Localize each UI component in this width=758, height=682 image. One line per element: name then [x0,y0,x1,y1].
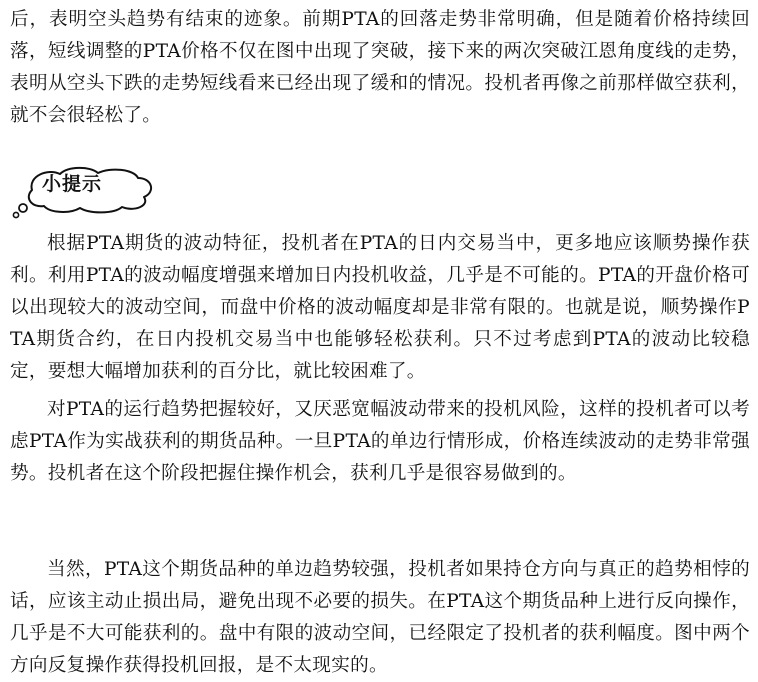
paragraph-pta-stop-loss: 当然，PTA这个期货品种的单边趋势较强，投机者如果持仓方向与真正的趋势相悖的话，应该主动止损出局，避免出现不必要的损失。在PTA这个期货品种上进行反向操作，几乎是不大可能获利的。盘中有限的波动空间，已经限定了投机者的获利幅度。图中两个方向反复操作获得投机回报，是不太现实的。 [10,559,750,676]
paragraph-pta-trend-ending: 后，表明空头趋势有结束的迹象。前期PTA的回落走势非常明确，但是随着价格持续回落，短线调整的PTA价格不仅在图中出现了突破，接下来的两次突破江恩角度线的走势，表明从空头下跌的走势短线看来已经出现了缓和的情况。投机者再像之前那样做空获利，就不会很轻松了。 [10,9,750,126]
paragraph-pta-suitable-traders: 对PTA的运行趋势把握较好，又厌恶宽幅波动带来的投机风险，这样的投机者可以考虑PTA作为实战获利的期货品种。一旦PTA的单边行情形成，价格连续波动的走势非常强势。投机者在这个阶段把握住操作机会，获利几乎是很容易做到的。 [10,399,750,484]
tip-callout [10,164,160,220]
paragraph-pta-volatility-features: 根据PTA期货的波动特征，投机者在PTA的日内交易当中，更多地应该顺势操作获利。利用PTA的波动幅度增强来增加日内投机收益，几乎是不可能的。PTA的开盘价格可以出现较大的波动空间，而盘中价格的波动幅度却是非常有限的。也就是说，顺势操作PTA期货合约，在日内投机交易当中也能够轻松获利。只不过考虑到PTA的波动比较稳定，要想大幅增加获利的百分比，就比较困难了。 [10,233,750,382]
tip-label: 小提示 [42,173,103,195]
